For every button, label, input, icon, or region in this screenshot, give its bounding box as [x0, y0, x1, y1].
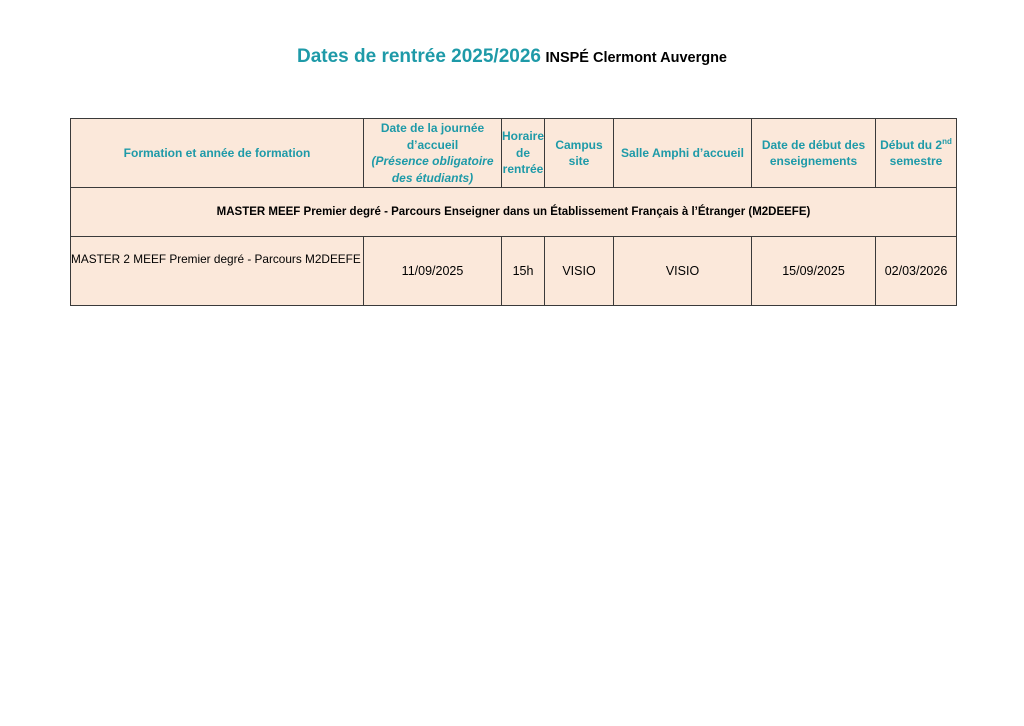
header-date-accueil-note: (Présence obligatoire	[371, 154, 494, 168]
header-horaire: Horaire de rentrée	[502, 119, 545, 188]
cell-formation: MASTER 2 MEEF Premier degré - Parcours M2DEEFE	[71, 237, 364, 306]
title-main: Dates de rentrée 2025/2026	[296, 46, 541, 67]
cell-horaire: 15h	[502, 237, 545, 306]
cell-salle: VISIO	[614, 237, 752, 306]
header-date-accueil: Date de la journée d’accueil (Présence obligatoire des étudiants)	[364, 119, 502, 188]
cell-date-accueil: 11/09/2025	[364, 237, 502, 306]
table-header-row	[71, 119, 957, 188]
section-title: MASTER MEEF Premier degré - Parcours Enseigner dans un Établissement Français à l’Étranger (M2DEEFE)	[71, 188, 957, 237]
header-salle: Salle Amphi d’accueil	[614, 119, 752, 188]
schedule-table	[70, 118, 957, 306]
ordinal-superscript: nd	[942, 136, 952, 146]
title-institution: INSPÉ Clermont Auvergne	[545, 50, 727, 66]
section-row	[71, 188, 957, 237]
cell-debut-enseignements: 15/09/2025	[752, 237, 876, 306]
table-row	[71, 237, 957, 306]
page-title	[0, 46, 1024, 68]
cell-debut-semestre: 02/03/2026	[876, 237, 957, 306]
header-debut-enseignements: Date de début des enseignements	[752, 119, 876, 188]
header-debut-semestre: Début du 2nd semestre	[876, 119, 957, 188]
cell-campus: VISIO	[545, 237, 614, 306]
header-campus: Campus site	[545, 119, 614, 188]
header-formation: Formation et année de formation	[71, 119, 364, 188]
